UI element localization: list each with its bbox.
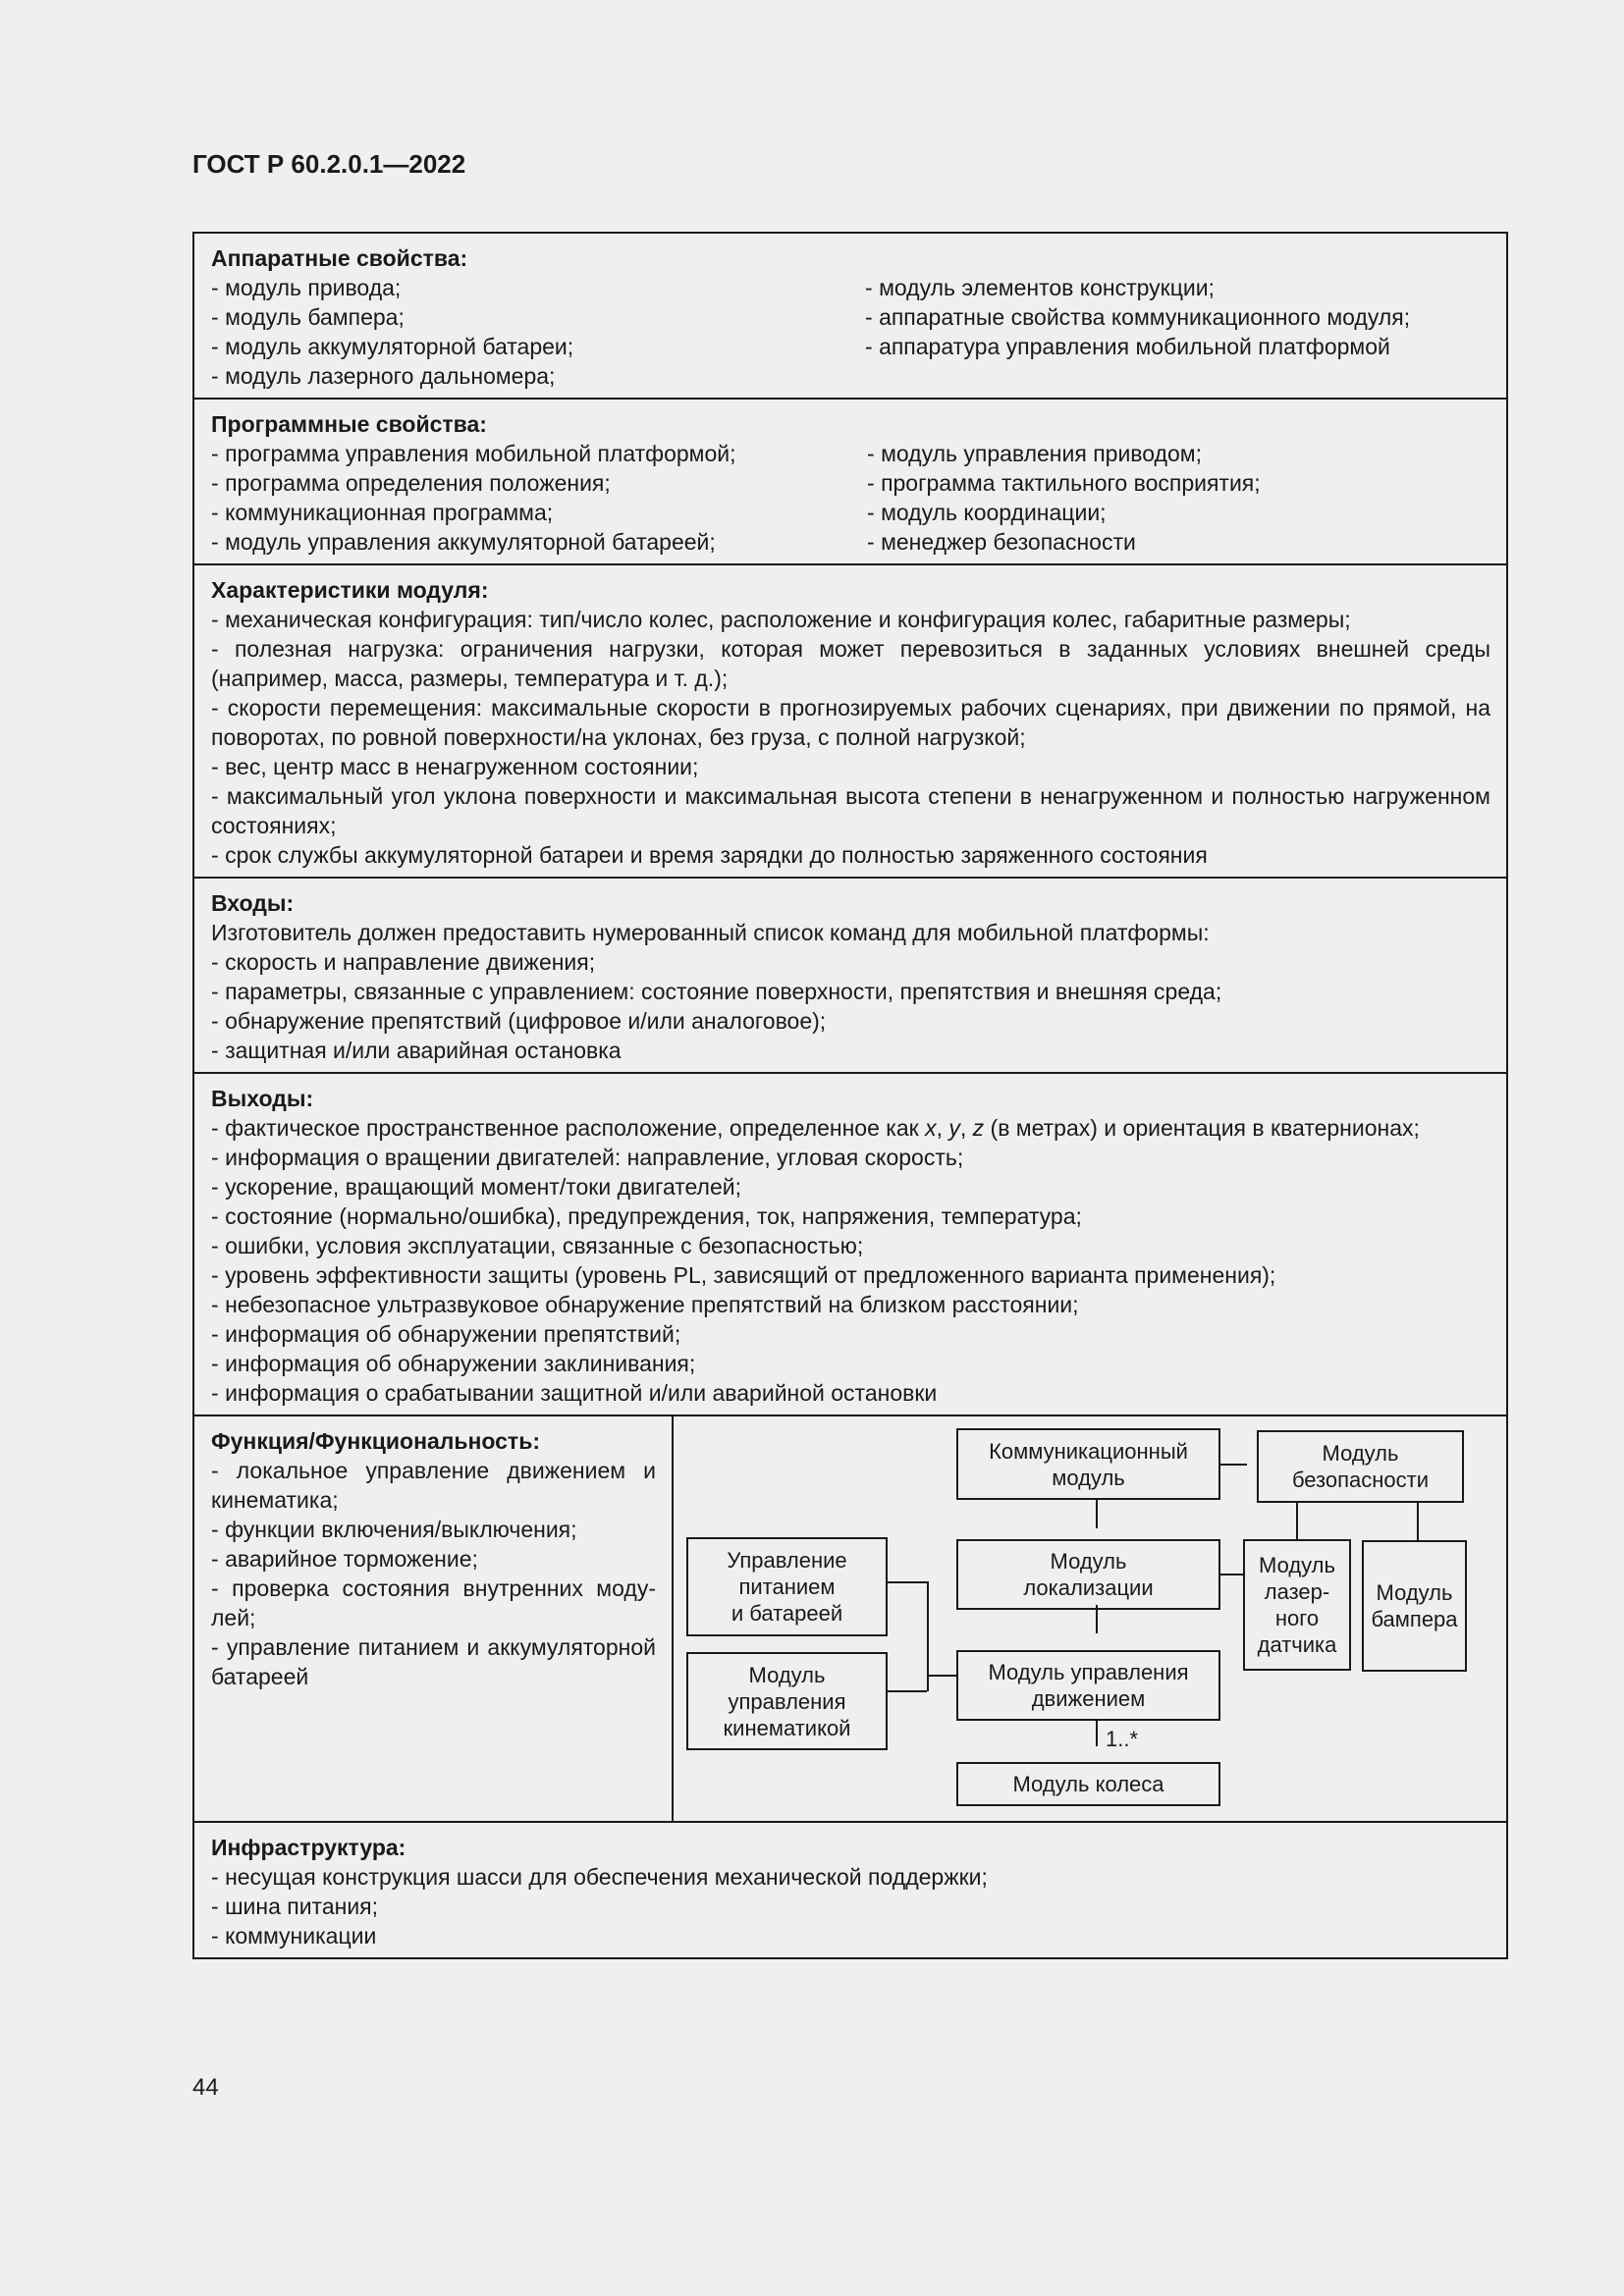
functionality-title: Функция/Функциональность: [211, 1428, 540, 1454]
list-item: - программа управления мобильной платформой; [211, 439, 867, 468]
laser-sensor-module-box: Модуль лазер- ного датчика [1243, 1539, 1351, 1671]
list-item: - несущая конструкция шасси для обеспечения механической поддержки; [211, 1862, 1490, 1892]
list-item: - проверка состояния внутренних модулей; [211, 1574, 656, 1632]
functionality-section [194, 1415, 1506, 1821]
functionality-text-cell [194, 1416, 674, 1821]
module-diagram [674, 1416, 1506, 1821]
list-item: - коммуникационная программа; [211, 498, 867, 527]
list-item: - скорости перемещения: максимальные скорости в прогнозируемых рабочих сценариях, при движении по прямой, на поворотах, по ровной поверхности/на уклонах, без груза, с полной нагрузкой; [211, 693, 1490, 752]
list-item: - коммуникации [211, 1921, 1490, 1950]
list-item: - локальное управление движением и кинематика; [211, 1456, 656, 1515]
list-item: - управление питанием и аккумуляторной батареей [211, 1632, 656, 1691]
connector-line [927, 1675, 956, 1677]
list-item: - программа тактильного восприятия; [867, 468, 1490, 498]
list-item: - защитная и/или аварийная остановка [211, 1036, 1490, 1065]
inputs-title: Входы: [211, 890, 295, 916]
list-item: - обнаружение препятствий (цифровое и/или аналоговое); [211, 1006, 1490, 1036]
list-item: - модуль аккумуляторной батареи; [211, 332, 865, 361]
list-item: - уровень эффективности защиты (уровень PL, зависящий от предложенного варианта применения); [211, 1260, 1490, 1290]
hardware-section [194, 234, 1506, 398]
localization-module-box: Модуль локализации [956, 1539, 1220, 1610]
list-item: - фактическое пространственное расположение, определенное как x, y, z (в метрах) и ориентация в кватернионах; [211, 1113, 1490, 1143]
characteristics-section [194, 563, 1506, 877]
connector-line [1096, 1720, 1098, 1746]
outputs-section [194, 1072, 1506, 1415]
list-item: - ошибки, условия эксплуатации, связанные с безопасностью; [211, 1231, 1490, 1260]
list-item: - небезопасное ультразвуковое обнаружение препятствий на близком расстоянии; [211, 1290, 1490, 1319]
list-item: - модуль координации; [867, 498, 1490, 527]
list-item: - модуль бампера; [211, 302, 865, 332]
communication-module-box: Коммуникационный модуль [956, 1428, 1220, 1500]
document-header: ГОСТ Р 60.2.0.1—2022 [192, 149, 466, 179]
power-management-box: Управление питанием и батареей [686, 1537, 888, 1636]
connector-line [1220, 1574, 1243, 1575]
outputs-title: Выходы: [211, 1086, 314, 1111]
hardware-title: Аппаратные свойства: [211, 245, 468, 271]
list-item: - модуль привода; [211, 273, 865, 302]
main-table [192, 232, 1508, 1959]
list-item: - аппаратура управления мобильной платформой [865, 332, 1490, 361]
list-item: - ускорение, вращающий момент/токи двигателей; [211, 1172, 1490, 1201]
connector-line [888, 1581, 927, 1583]
inputs-section [194, 877, 1506, 1072]
list-item: - механическая конфигурация: тип/число колес, расположение и конфигурация колес, габаритные размеры; [211, 605, 1490, 634]
list-item: - функции включения/выключения; [211, 1515, 656, 1544]
list-item: - информация об обнаружении заклинивания; [211, 1349, 1490, 1378]
kinematics-control-box: Модуль управления кинематикой [686, 1652, 888, 1750]
list-item: - модуль управления аккумуляторной батареей; [211, 527, 867, 557]
list-item: - аварийное торможение; [211, 1544, 656, 1574]
safety-module-box: Модуль безопасности [1257, 1430, 1464, 1503]
software-title: Программные свойства: [211, 411, 487, 437]
connector-line [1296, 1501, 1298, 1539]
infrastructure-title: Инфраструктура: [211, 1835, 406, 1860]
list-item: - аппаратные свойства коммуникационного модуля; [865, 302, 1490, 332]
wheel-module-box: Модуль колеса [956, 1762, 1220, 1806]
list-item: - вес, центр масс в ненагруженном состоянии; [211, 752, 1490, 781]
multiplicity-label: 1..* [1106, 1727, 1139, 1751]
connector-line [1417, 1501, 1419, 1540]
list-item: - параметры, связанные с управлением: состояние поверхности, препятствия и внешняя среда; [211, 977, 1490, 1006]
list-item: - информация об обнаружении препятствий; [211, 1319, 1490, 1349]
list-item: - максимальный угол уклона поверхности и максимальная высота степени в ненагруженном и полностью нагруженном состояниях; [211, 781, 1490, 840]
bumper-module-box: Модуль бампера [1362, 1540, 1467, 1672]
connector-line [1220, 1464, 1247, 1466]
characteristics-title: Характеристики модуля: [211, 577, 489, 603]
page-number: 44 [192, 2074, 219, 2101]
inputs-intro: Изготовитель должен предоставить нумерованный список команд для мобильной платформы: [211, 920, 1210, 945]
list-item: - менеджер безопасности [867, 527, 1490, 557]
list-item: - шина питания; [211, 1892, 1490, 1921]
connector-line [888, 1690, 927, 1692]
list-item: - полезная нагрузка: ограничения нагрузки, которая может перевозиться в заданных условиях внешней среды (например, масса, размеры, температура и т. д.); [211, 634, 1490, 693]
list-item: - состояние (нормально/ошибка), предупреждения, ток, напряжения, температура; [211, 1201, 1490, 1231]
list-item: - модуль управления приводом; [867, 439, 1490, 468]
motion-control-box: Модуль управления движением [956, 1650, 1220, 1721]
infrastructure-section [194, 1821, 1506, 1957]
connector-line [1096, 1500, 1098, 1528]
list-item: - информация о вращении двигателей: направление, угловая скорость; [211, 1143, 1490, 1172]
list-item: - информация о срабатывании защитной и/или аварийной остановки [211, 1378, 1490, 1408]
list-item: - модуль лазерного дальномера; [211, 361, 865, 391]
list-item: - скорость и направление движения; [211, 947, 1490, 977]
software-section [194, 398, 1506, 563]
list-item: - программа определения положения; [211, 468, 867, 498]
list-item: - модуль элементов конструкции; [865, 273, 1490, 302]
list-item: - срок службы аккумуляторной батареи и время зарядки до полностью заряженного состояния [211, 840, 1490, 870]
